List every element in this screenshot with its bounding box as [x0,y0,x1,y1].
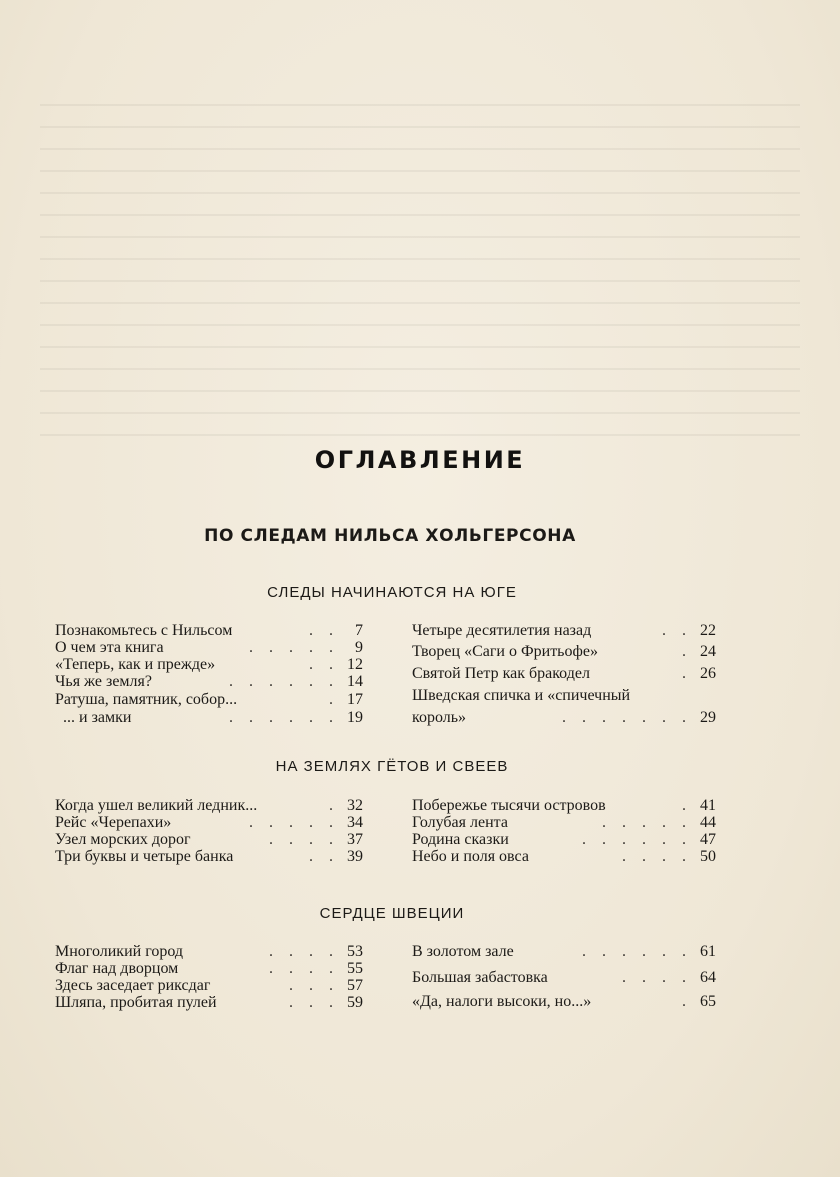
entry-page: 55 [347,960,363,977]
toc-entry[interactable] [412,687,716,704]
entry-page: 65 [700,993,716,1010]
entry-title: Здесь заседает риксдаг [55,977,211,994]
entry-title: Небо и поля овса [412,848,529,865]
entry-page: 22 [700,622,716,639]
entry-page: 29 [700,709,716,726]
toc-entry[interactable] [412,993,716,1010]
entry-page: 12 [347,656,363,673]
entry-title: Святой Петр как бракодел [412,665,590,682]
entry-leader: . . . . . . [582,943,692,960]
section-title: СЕРДЦЕ ШВЕЦИИ [319,905,465,922]
entry-leader: . [682,797,692,814]
entry-title: Флаг над дворцом [55,960,179,977]
entry-page: 24 [700,643,716,660]
entry-leader: . . . . [269,943,339,960]
entry-title: ... и замки [63,709,132,726]
entry-page: 9 [355,639,363,656]
toc-entry[interactable] [55,994,363,1011]
entry-title: О чем эта книга [55,639,164,656]
entry-page: 53 [347,943,363,960]
entry-title: Шведская спичка и «спичечный [412,687,631,704]
entry-leader: . . . . . [602,814,692,831]
entry-page: 17 [347,691,363,708]
entry-title: Три буквы и четыре банка [55,848,234,865]
toc-column-left [55,797,363,869]
toc-entry[interactable] [412,943,716,960]
toc-entry[interactable] [55,656,363,673]
entry-title: Голубая лента [412,814,508,831]
entry-title: Рейс «Черепахи» [55,814,172,831]
entry-title: «Теперь, как и прежде» [55,656,216,673]
toc-entry[interactable] [412,814,716,831]
entry-title: Когда ушел великий ледник... [55,797,258,814]
entry-page: 7 [355,622,363,639]
section-title: СЛЕДЫ НАЧИНАЮТСЯ НА ЮГЕ [267,584,517,601]
toc-entry[interactable] [412,797,716,814]
entry-page: 61 [700,943,716,960]
entry-leader: . [682,643,692,660]
entry-title: Четыре десятилетия назад [412,622,592,639]
entry-title: Большая забастовка [412,969,548,986]
toc-entry[interactable] [55,691,363,708]
entry-leader: . . . . . . . [562,709,692,726]
entry-leader: . [682,665,692,682]
entry-leader: . . . [289,977,339,994]
toc-column-left [55,943,363,1015]
entry-leader: . . . . [622,969,692,986]
toc-entry[interactable] [55,831,363,848]
entry-page: 50 [700,848,716,865]
entry-title: Узел морских дорог [55,831,191,848]
entry-page: 44 [700,814,716,831]
entry-leader: . . . . . . [229,673,339,690]
toc-entry[interactable] [412,848,716,865]
entry-leader: . . . . . . [229,709,339,726]
toc-entry[interactable] [55,848,363,865]
toc-column-right [412,622,716,732]
entry-title: Познакомьтесь с Нильсом [55,622,233,639]
entry-page: 41 [700,797,716,814]
entry-page: 39 [347,848,363,865]
entry-page: 19 [347,709,363,726]
entry-leader: . . . . [269,960,339,977]
entry-title: Ратуша, памятник, собор... [55,691,238,708]
entry-title: король» [412,709,467,726]
entry-title: Чья же земля? [55,673,152,690]
toc-entry[interactable] [412,969,716,986]
entry-page: 14 [347,673,363,690]
toc-entry[interactable] [55,797,363,814]
toc-entry[interactable] [412,643,716,660]
entry-leader: . . . . [622,848,692,865]
entry-leader: . [682,993,692,1010]
entry-leader: . . [309,622,339,639]
entry-title: Творец «Саги о Фритьофе» [412,643,598,660]
entry-page: 57 [347,977,363,994]
entry-leader: . [329,797,339,814]
toc-entry[interactable] [55,943,363,960]
toc-entry[interactable] [55,709,363,726]
toc-entry[interactable] [412,709,716,726]
entry-page: 26 [700,665,716,682]
toc-column-right [412,943,716,1015]
entry-page: 32 [347,797,363,814]
entry-page: 34 [347,814,363,831]
toc-entry[interactable] [55,960,363,977]
entry-title: «Да, налоги высоки, но...» [412,993,592,1010]
entry-page: 64 [700,969,716,986]
entry-title: Побережье тысячи островов [412,797,606,814]
entry-leader: . . . . . . [582,831,692,848]
entry-leader: . . . . . [249,814,339,831]
show-through-texture [40,90,800,450]
toc-entry[interactable] [412,831,716,848]
entry-title: Шляпа, пробитая пулей [55,994,217,1011]
toc-entry[interactable] [55,639,363,656]
entry-leader: . . . . . [249,639,339,656]
entry-leader: . . [309,848,339,865]
entry-leader: . . [309,656,339,673]
entry-page: 47 [700,831,716,848]
section-title: НА ЗЕМЛЯХ ГЁТОВ И СВЕЕВ [275,758,509,775]
entry-title: Многоликий город [55,943,184,960]
toc-entry[interactable] [55,622,363,639]
page-title: ОГЛАВЛЕНИЕ [314,446,526,474]
entry-leader: . . . . [269,831,339,848]
entry-leader: . [329,691,339,708]
toc-column-right [412,797,716,869]
entry-title: В золотом зале [412,943,514,960]
toc-column-left [55,622,363,732]
toc-entry[interactable] [412,665,716,682]
entry-title: Родина сказки [412,831,509,848]
toc-entry[interactable] [55,814,363,831]
entry-page: 37 [347,831,363,848]
entry-leader: . . [662,622,692,639]
part-title: ПО СЛЕДАМ НИЛЬСА ХОЛЬГЕРСОНА [204,526,576,546]
entry-leader: . . . [289,994,339,1011]
toc-entry[interactable] [412,622,716,639]
entry-page: 59 [347,994,363,1011]
toc-entry[interactable] [55,977,363,994]
toc-entry[interactable] [55,673,363,690]
